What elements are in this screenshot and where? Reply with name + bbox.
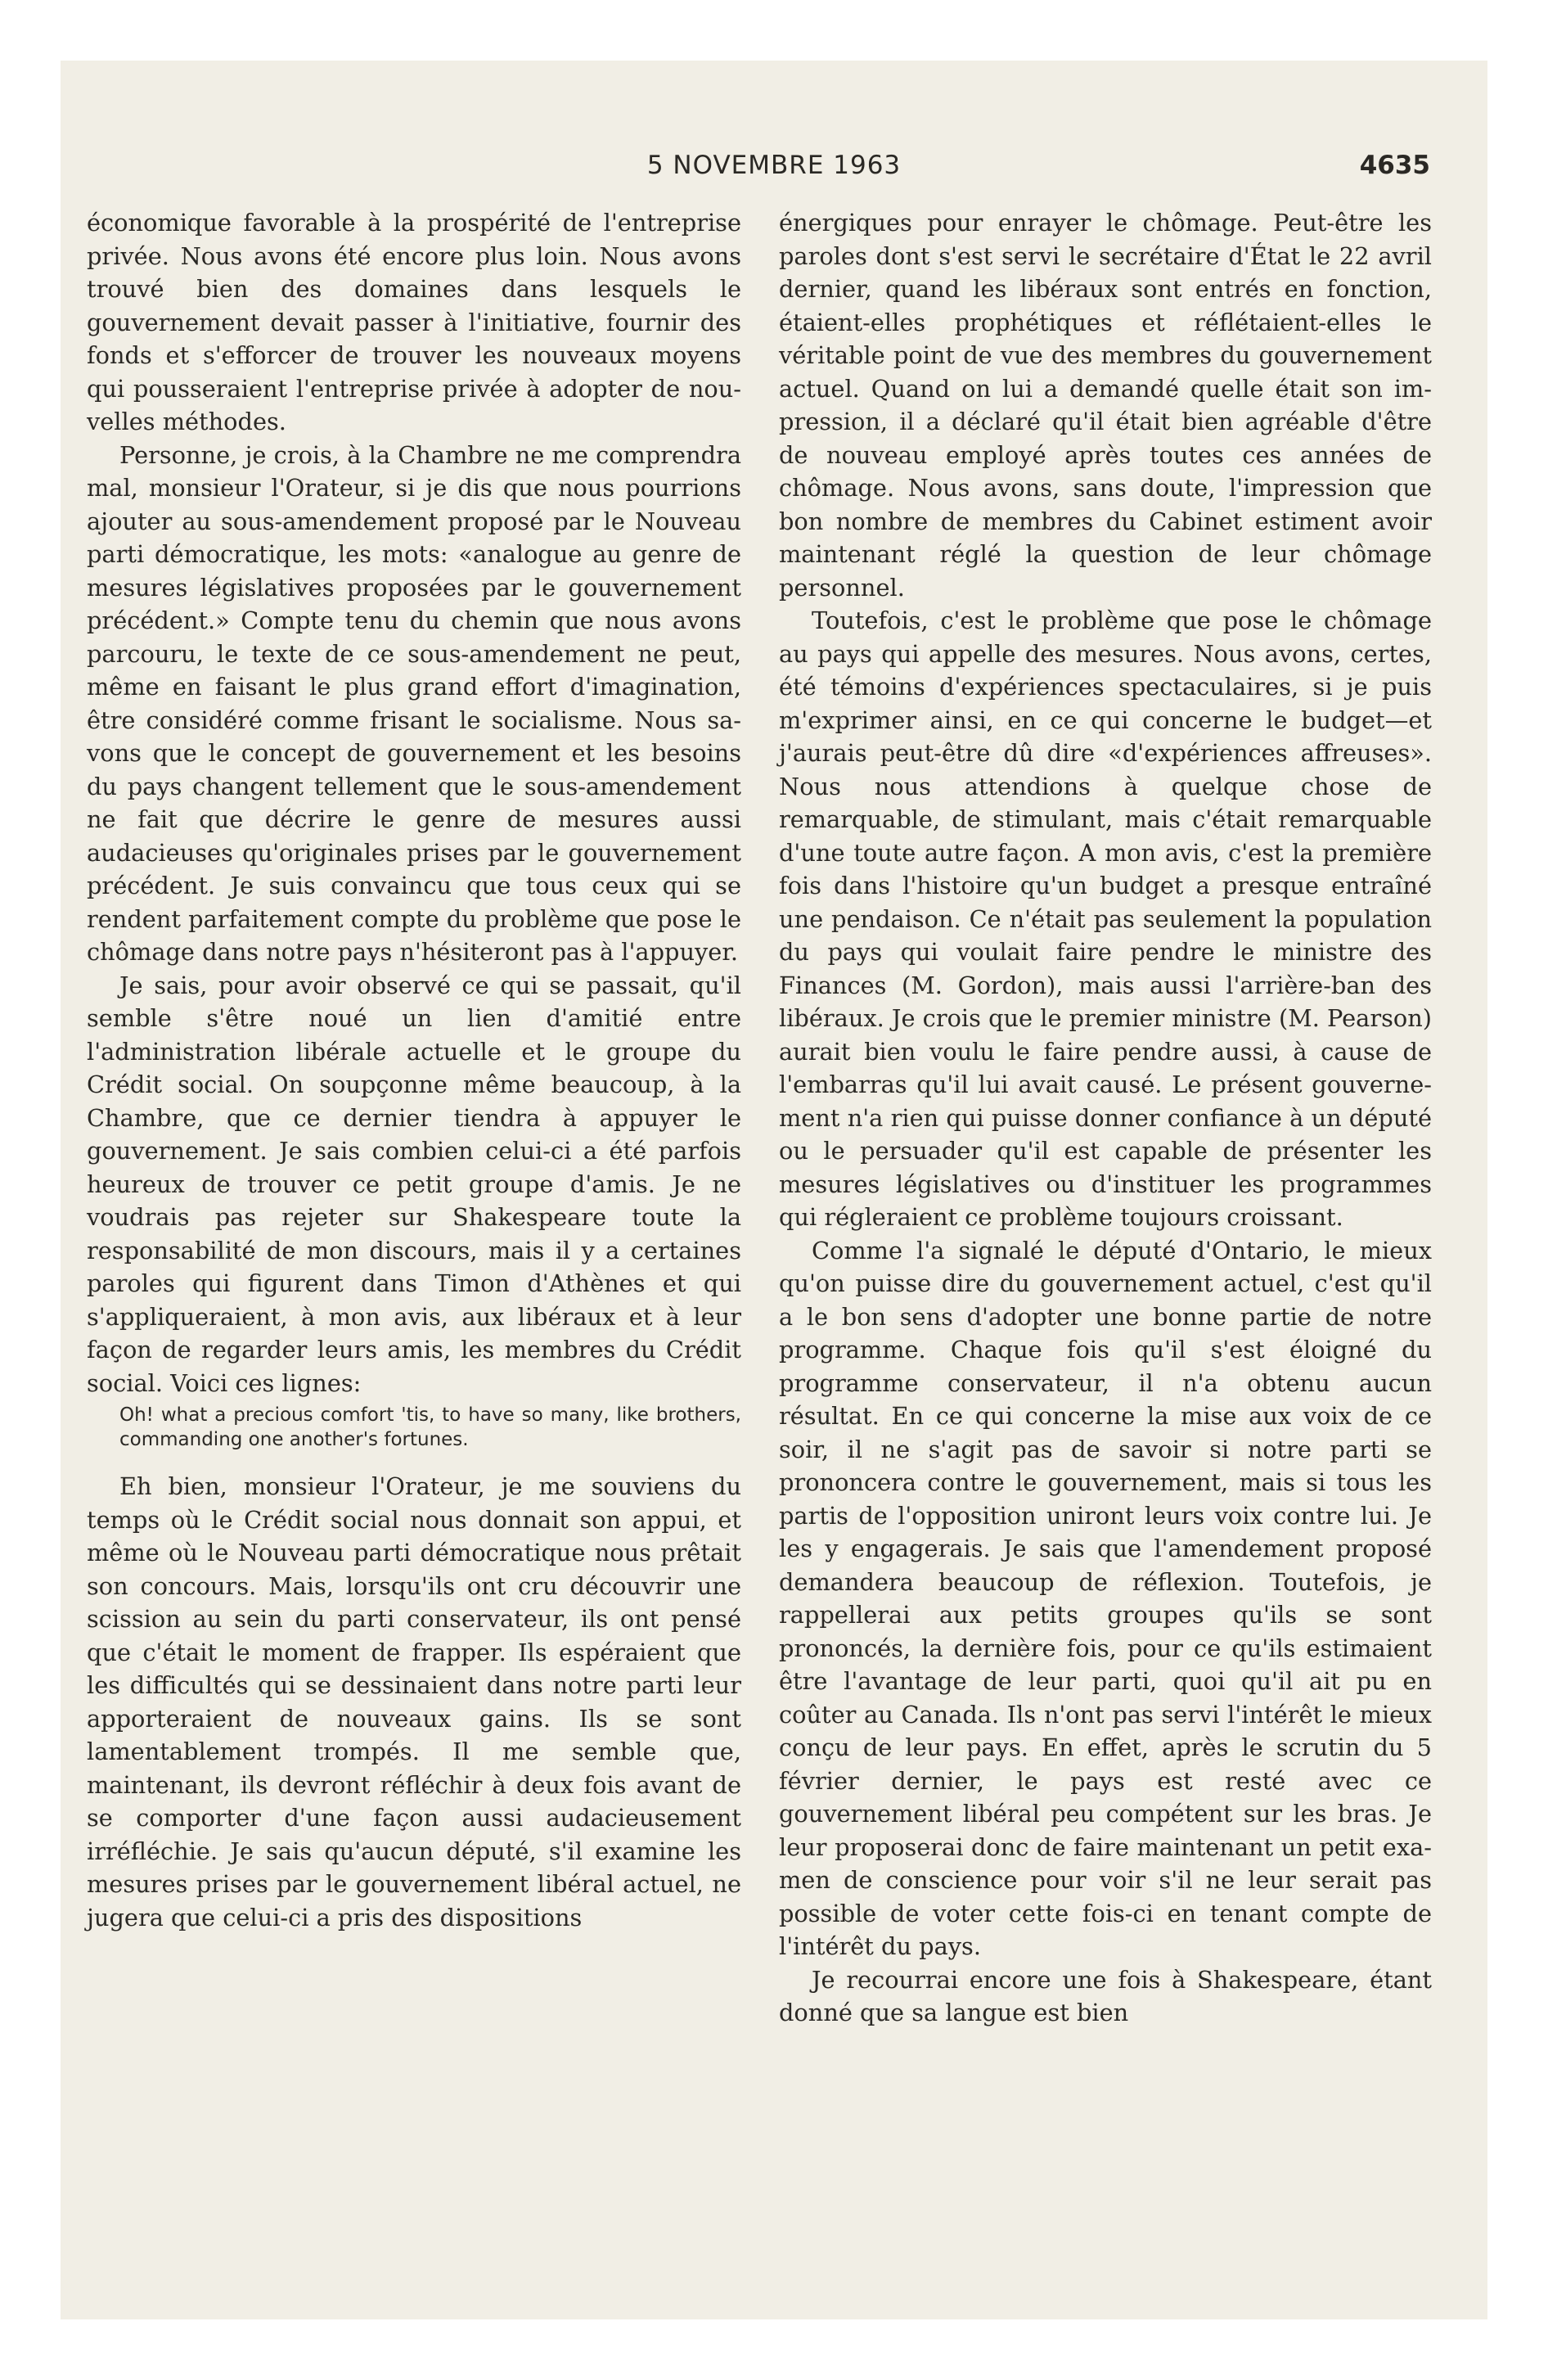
- paragraph: Personne, je crois, à la Chambre ne me comprendra mal, monsieur l'Orateur, si je dis que nous pourrions ajouter au sous-amendement proposé par le Nouveau parti démocratique, les mots: «analogue au genre de mesures législatives proposées par le gouvernement précédent.» Compte tenu du chemin que nous avons parcouru, le texte de ce sous-amendement ne peut, même en faisant le plus grand effort d'imagination, être considéré comme frisant le socialisme. Nous savons que le concept de gouvernement et les besoins du pays changent tellement que le sous-amendement ne fait que décrire le genre de mesures aussi audacieuses qu'originales prises par le gouvernement précédent. Je suis convaincu que tous ceux qui se rendent parfaitement compte du problème que pose le chômage dans notre pays n'hésiteront pas à l'appuyer.: [87, 440, 741, 966]
- right-column: [779, 206, 1432, 2030]
- paragraph: énergiques pour enrayer le chômage. Peut-être les paroles dont s'est servi le secrétaire d'État le 22 avril dernier, quand les libéraux sont entrés en fonction, étaient-elles prophétiques et réflétaient-elles le véritable point de vue des membres du gouvernement actuel. Quand on lui a demandé quelle était son impression, il a déclaré qu'il était bien agréable d'être de nouveau employé après toutes ces années de chômage. Nous avons, sans doute, l'impression que bon nombre de membres du Cabinet estiment avoir maintenant réglé la question de leur chômage personnel.: [779, 209, 1432, 602]
- paragraph: Je sais, pour avoir observé ce qui se passait, qu'il semble s'être noué un lien d'amitié entre l'administration libérale actuelle et le groupe du Crédit social. On soupçonne même beaucoup, à la Chambre, que ce dernier tiendra à appuyer le gouvernement. Je sais combien celui-ci a été parfois heureux de trouver ce petit groupe d'amis. Je ne voudrais pas rejeter sur Shakespeare toute la responsabilité de mon discours, mais il y a certaines paroles qui figurent dans Timon d'Athènes et qui s'appliqueraient, à mon avis, aux libéraux et à leur façon de regarder leurs amis, les membres du Crédit social. Voici ces lignes:: [87, 971, 741, 1397]
- header-date: 5 NOVEMBRE 1963: [646, 151, 902, 180]
- document-page: [61, 61, 1487, 2319]
- paragraph: Je recourrai encore une fois à Shakespeare, étant donné que sa langue est bien: [779, 1965, 1432, 2026]
- left-column: [87, 206, 741, 1934]
- paragraph: Toutefois, c'est le problème que pose le chômage au pays qui appelle des mesures. Nous avons, certes, été témoins d'expériences spectaculaires, si je puis m'exprimer ainsi, en ce qui concerne le budget—et j'aurais peut-être dû dire «d'expériences affreuses». Nous nous attendions à quelque chose de remarquable, de stimulant, mais c'était remarquable d'une toute autre façon. A mon avis, c'est la première fois dans l'histoire qu'un budget a presque entraîné une pendaison. Ce n'était pas seulement la population du pays qui voulait faire pendre le ministre des Finances (M. Gordon), mais aussi l'arrière-ban des libéraux. Je crois que le premier ministre (M. Pearson) aurait bien voulu le faire pendre aussi, à cause de l'embarras qu'il lui avait causé. Le présent gouvernement n'a rien qui puisse donner confiance à un député ou le persuader qu'il est capable de présenter les mesures législatives ou d'instituer les programmes qui régleraient ce problème toujours croissant.: [779, 606, 1432, 1231]
- page-header: [61, 151, 1487, 192]
- block-quote: Oh! what a precious comfort 'tis, to have so many, like brothers, commanding one another's fortunes.: [119, 1404, 741, 1450]
- paragraph: Eh bien, monsieur l'Orateur, je me souviens du temps où le Crédit social nous donnait son appui, et même où le Nouveau parti démocratique nous prêtait son concours. Mais, lorsqu'ils ont cru découvrir une scission au sein du parti conservateur, ils ont pensé que c'était le moment de frapper. Ils espéraient que les difficultés qui se dessinaient dans notre parti leur apporteraient de nouveaux gains. Ils se sont lamentablement trompés. Il me semble que, maintenant, ils devront réfléchir à deux fois avant de se comporter d'une façon aussi audacieusement irréfléchie. Je sais qu'aucun député, s'il examine les mesures prises par le gouvernement libéral actuel, ne jugera que celui-ci a pris des dispositions: [87, 1472, 741, 1931]
- paragraph: Comme l'a signalé le député d'Ontario, le mieux qu'on puisse dire du gouvernement actuel, c'est qu'il a le bon sens d'adopter une bonne partie de notre programme. Chaque fois qu'il s'est éloigné du programme conservateur, il n'a obtenu aucun résultat. En ce qui concerne la mise aux voix de ce soir, il ne s'agit pas de savoir si notre parti se prononcera contre le gouvernement, mais si tous les partis de l'opposition uniront leurs voix contre lui. Je les y engagerais. Je sais que l'amendement proposé demandera beaucoup de réflexion. Toutefois, je rappellerai aux petits groupes qu'ils se sont prononcés, la dernière fois, pour ce qu'ils estimaient être l'avantage de leur parti, quoi qu'il ait pu en coûter au Canada. Ils n'ont pas servi l'intérêt le mieux conçu de leur pays. En effet, après le scrutin du 5 février dernier, le pays est resté avec ce gouvernement libéral peu compétent sur les bras. Je leur proposerai donc de faire maintenant un petit examen de conscience pour voir s'il ne leur serait pas possible de voter cette fois-ci en tenant compte de l'intérêt du pays.: [779, 1236, 1432, 1960]
- paragraph: économique favorable à la prospérité de l'entreprise privée. Nous avons été encore plus loin. Nous avons trouvé bien des domaines dans lesquels le gouvernement devait passer à l'initiative, fournir des fonds et s'efforcer de trouver les nouveaux moyens qui pousseraient l'entreprise privée à adopter de nouvelles méthodes.: [87, 209, 741, 435]
- page-number: 4635: [1359, 151, 1430, 180]
